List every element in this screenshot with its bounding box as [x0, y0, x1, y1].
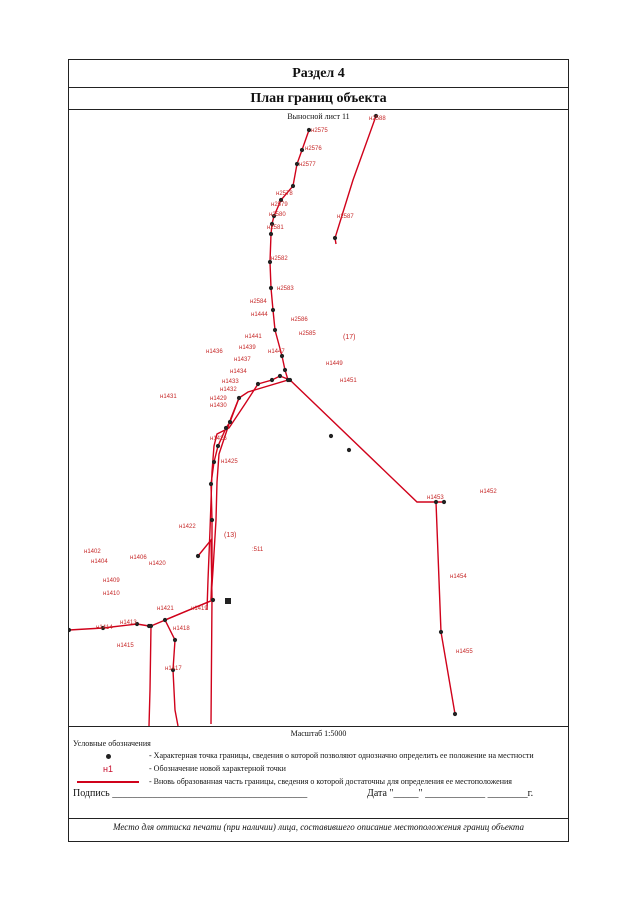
- point-label: н1452: [480, 489, 497, 495]
- legend-title: Условные обозначения: [73, 739, 151, 748]
- point-labels: [84, 116, 497, 672]
- point-label: н1431: [160, 394, 177, 400]
- point-label: н1449: [326, 361, 343, 367]
- point-label: н2580: [269, 212, 286, 218]
- point-label: н1409: [103, 578, 120, 584]
- parcel-label-17: (17): [343, 334, 356, 341]
- point-label: н1444: [251, 312, 268, 318]
- point-label: н1447: [268, 349, 285, 355]
- point-label: н1418: [173, 626, 190, 632]
- point-label: н1430: [210, 403, 227, 409]
- point-label: н2576: [305, 146, 322, 152]
- point-label: н2587: [337, 214, 354, 220]
- point-label: н2582: [271, 256, 288, 262]
- legend-text: - Вновь образованная часть границы, сведения о которой достаточны для определения ее местоположения: [149, 777, 512, 786]
- point-label: н1425: [221, 459, 238, 465]
- point-label: н1417: [165, 666, 182, 672]
- point-label: н1420: [149, 561, 166, 567]
- plan-title: План границ объекта: [69, 88, 568, 110]
- point-label: н1433: [222, 379, 239, 385]
- legend-row-new-point: [73, 763, 568, 775]
- point-label: н1406: [130, 555, 147, 561]
- legend-row-point: [73, 750, 568, 762]
- map-scale: Масштаб 1:5000: [69, 726, 568, 738]
- point-label: н1434: [230, 369, 247, 375]
- point-label: н1437: [234, 357, 251, 363]
- point-label: н2581: [267, 225, 284, 231]
- point-label: н1429: [210, 396, 227, 402]
- point-label: н2585: [299, 331, 316, 337]
- point-label: н1419: [191, 606, 208, 612]
- point-label: н1455: [456, 649, 473, 655]
- point-label: н1432: [220, 387, 237, 393]
- dot-icon: [73, 750, 143, 762]
- point-label: н1402: [84, 549, 101, 555]
- point-label: н1413: [120, 620, 137, 626]
- point-label: н1453: [427, 495, 444, 501]
- point-label: н1439: [239, 345, 256, 351]
- point-label: н2577: [299, 162, 316, 168]
- point-label: н1415: [117, 643, 134, 649]
- legend-text: - Характерная точка границы, сведения о которой позволяют однозначно определить ее положение на местности: [149, 751, 534, 760]
- point-label: н1436: [206, 349, 223, 355]
- point-label: н1454: [450, 574, 467, 580]
- legend-text: - Обозначение новой характерной точки: [149, 764, 286, 773]
- point-label: н1404: [91, 559, 108, 565]
- section-title: Раздел 4: [69, 60, 568, 88]
- sheet-label: Выносной лист 11: [287, 112, 350, 121]
- point-label: н1451: [340, 378, 357, 384]
- point-label: н2575: [311, 128, 328, 134]
- boundary-map: [69, 110, 568, 726]
- signature-line: Подпись _______________________________________: [73, 788, 308, 799]
- new-point-symbol: н1: [103, 764, 113, 774]
- date-line: Дата "_____" ____________ ________г.: [367, 788, 534, 799]
- point-label: н1421: [157, 606, 174, 612]
- point-label: н2578: [276, 191, 293, 197]
- point-label: н1441: [245, 334, 262, 340]
- plan-sheet: [68, 59, 569, 842]
- point-label: н1414: [96, 625, 113, 631]
- boundary-lines: [69, 116, 455, 726]
- point-label: н1410: [103, 591, 120, 597]
- boundary-map-svg: [69, 110, 568, 726]
- parcel-label-511: :511: [252, 547, 264, 553]
- point-label: н2583: [277, 286, 294, 292]
- point-label: н2586: [291, 317, 308, 323]
- stamp-note: Место для оттиска печати (при наличии) лица, составившего описание местоположения границ объекта: [69, 818, 568, 832]
- point-label: н2588: [369, 116, 386, 122]
- point-label: н1422: [179, 524, 196, 530]
- point-label: н1426: [210, 436, 227, 442]
- red-line-icon: [73, 776, 143, 788]
- point-label: н2579: [271, 202, 288, 208]
- parcel-label-13: (13): [224, 532, 237, 539]
- legend-row-boundary: [73, 776, 568, 788]
- point-label: н2584: [250, 299, 267, 305]
